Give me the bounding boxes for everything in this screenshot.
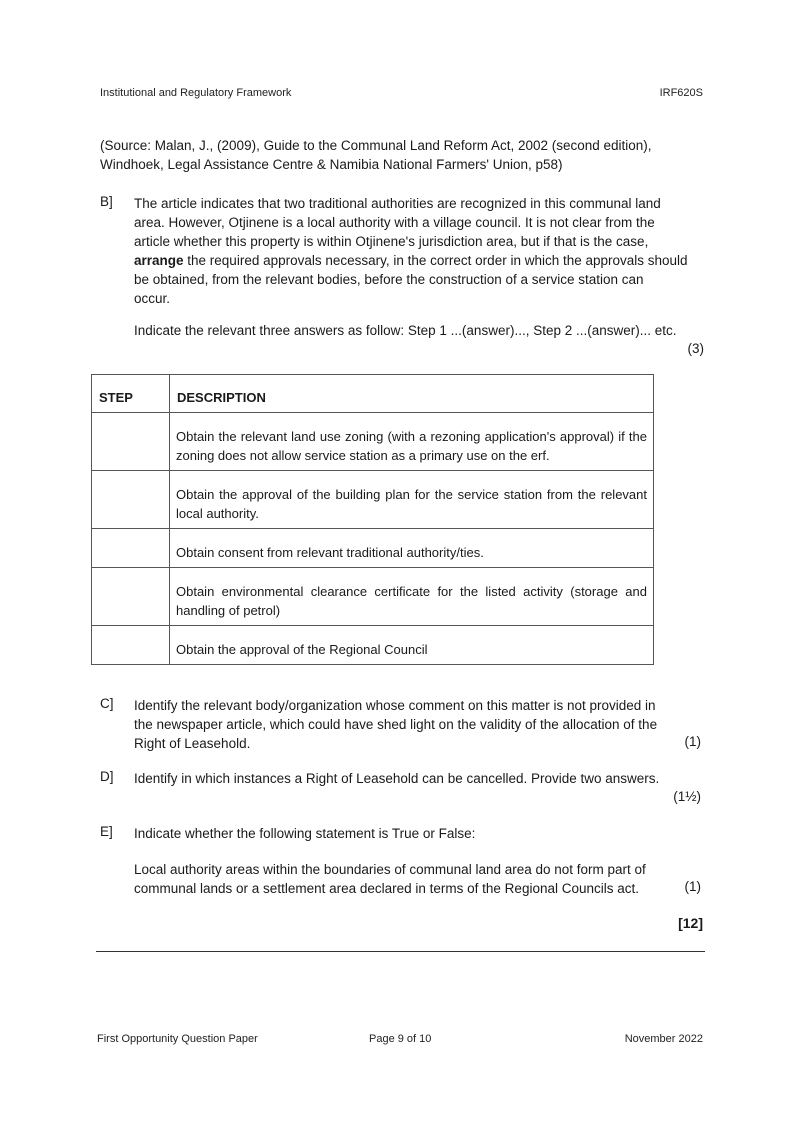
step-cell[interactable] <box>92 568 170 626</box>
question-d-label: D] <box>100 769 114 784</box>
step-cell[interactable] <box>92 529 170 568</box>
table-row <box>92 529 654 568</box>
statement-line: communal lands or a settlement area declared in terms of the Regional Councils act. <box>134 881 640 896</box>
column-header-description: DESCRIPTION <box>170 375 654 413</box>
step-cell[interactable] <box>92 413 170 471</box>
question-b-line: article whether this property is within Otjinene's jurisdiction area, but if that is the case, <box>134 234 649 249</box>
source-citation-line-2: Windhoek, Legal Assistance Centre & Namibia National Farmers' Union, p58) <box>100 157 563 172</box>
question-b-line: be obtained, from the relevant bodies, before the construction of a service station can <box>134 272 644 287</box>
footer-paper-type: First Opportunity Question Paper <box>97 1033 258 1045</box>
step-cell[interactable] <box>92 626 170 665</box>
question-d-marks: (1½) <box>673 789 701 804</box>
description-cell: Obtain consent from relevant traditional authority/ties. <box>170 529 654 568</box>
question-e-label: E] <box>100 824 113 839</box>
question-c-line: Identify the relevant body/organization whose comment on this matter is not provided in <box>134 698 656 713</box>
description-cell: Obtain environmental clearance certificate for the listed activity (storage and handling of petrol) <box>170 568 654 626</box>
question-c-line: the newspaper article, which could have shed light on the validity of the allocation of the <box>134 717 658 732</box>
question-d-text: Identify in which instances a Right of Leasehold can be cancelled. Provide two answers. <box>134 771 660 786</box>
question-b-instruction: Indicate the relevant three answers as follow: Step 1 ...(answer)..., Step 2 ...(answer)... etc. <box>134 323 677 338</box>
table-row <box>92 626 654 665</box>
question-e-statement <box>134 860 679 898</box>
question-b-label: B] <box>100 194 113 209</box>
question-b-line: occur. <box>134 291 171 306</box>
description-cell: Obtain the relevant land use zoning (with a rezoning application's approval) if the zoning does not allow service station as a primary use on the erf. <box>170 413 654 471</box>
total-marks: [12] <box>678 915 703 931</box>
question-e-marks: (1) <box>684 879 701 894</box>
question-c-text <box>134 696 704 753</box>
source-citation-line-1: (Source: Malan, J., (2009), Guide to the Communal Land Reform Act, 2002 (second edition), <box>100 138 652 153</box>
question-e-text: Indicate whether the following statement is True or False: <box>134 826 476 841</box>
question-c-label: C] <box>100 696 114 711</box>
table-row <box>92 413 654 471</box>
footer-date: November 2022 <box>624 1033 703 1045</box>
question-c-line: Right of Leasehold. <box>134 736 251 751</box>
steps-table <box>91 374 654 665</box>
question-b-line: The article indicates that two traditional authorities are recognized in this communal land <box>134 196 661 211</box>
header-title: Institutional and Regulatory Framework <box>100 87 292 99</box>
description-cell: Obtain the approval of the building plan for the service station from the relevant local authority. <box>170 471 654 529</box>
description-cell: Obtain the approval of the Regional Council <box>170 626 654 665</box>
question-c-marks: (1) <box>684 734 701 749</box>
step-cell[interactable] <box>92 471 170 529</box>
table-row <box>92 471 654 529</box>
divider-line <box>96 951 705 952</box>
statement-line: Local authority areas within the boundaries of communal land area do not form part of <box>134 862 646 877</box>
question-b-line-rest: the required approvals necessary, in the correct order in which the approvals should <box>183 253 688 268</box>
question-b-marks: (3) <box>687 341 704 356</box>
question-b-line: area. However, Otjinene is a local authority with a village council. It is not clear from the <box>134 215 655 230</box>
footer-page-number: Page 9 of 10 <box>369 1033 432 1045</box>
arrange-keyword: arrange <box>134 253 184 268</box>
question-b-line <box>134 251 704 270</box>
column-header-step: STEP <box>92 375 170 413</box>
question-b-text <box>134 194 704 308</box>
table-row <box>92 568 654 626</box>
table-header-row <box>92 375 654 413</box>
course-code: IRF620S <box>659 87 703 99</box>
